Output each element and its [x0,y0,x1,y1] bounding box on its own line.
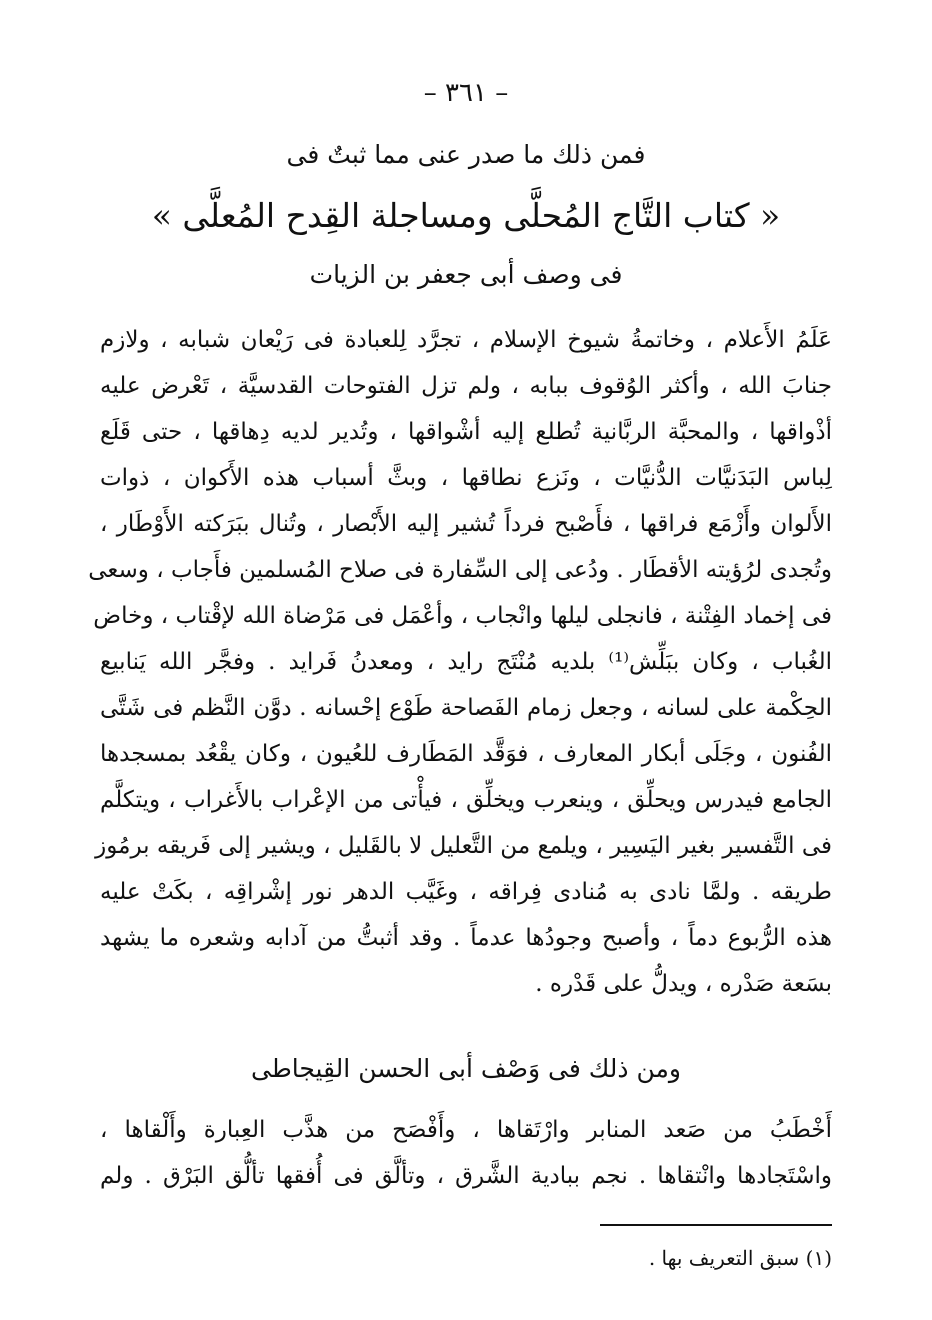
paragraph-line: أَخْطَبُ من صَعد المنابر وارْتَقاها ، وأَفْصَح من هذَّب العِبارة وأَلْقاها ، [100,1117,832,1143]
paragraph-line: لِباس البَدَنيَّات الدُّنيَّات ، ونَزع نطاقها ، وبثَّ أسباب هذه الأَكوان ، ذوات [100,465,832,491]
paragraph-line: بسَعة صَدْره ، ويدلُّ على قَدْره . [535,971,832,997]
paragraph-line: الفُنون ، وجَلَى أبكار المعارف ، فوَقَّد المَطَارف للعُيون ، وكان يقْعُد بمسجدها [100,741,832,767]
paragraph-line: الغُباب ، وكان ببَلِّش⁽¹⁾ بلديه مُنْتَج رايد ، ومعدنُ فَرايد . وفجَّر الله يَنابيع [100,649,832,675]
paragraph-line: فى التَّفسير بغير اليَسِير ، ويلمع من التَّعليل لا بالقَليل ، ويشير إلى فَريقه برمُوز [95,833,832,859]
paragraph-line: أذْواقها ، والمحبَّة الربَّانية تُطلع إليه أشْواقها ، وتُدير لديه دِهاقها ، حتى قَلَع [100,419,832,445]
paragraph-line: عَلَمُ الأَعلام ، وخاتمةُ شيوخ الإسلام ، تجرَّد لِلعبادة فى رَيْعان شبابه ، ولازم [100,327,832,353]
book-title: « كتاب التَّاج المُحلَّى ومساجلة القِدح المُعلَّى » [151,196,781,235]
paragraph-line: الحِكْمة على لسانه ، وجعل زمام الفَصاحة طَوْع إحْسانه . دوَّن النَّظم فى شَتَّى [100,695,832,721]
paragraph-line: الأَلوان وأَزْمَع فراقها ، فأَصْبح فرداً تُشير إليه الأَبْصار ، وتُنال ببَرَكته الأَوْطَار ، [100,511,832,537]
footnote-divider [600,1224,832,1226]
page-number: – ٣٦١ – [423,78,509,108]
paragraph-line: فى إخماد الفِتْنة ، فانجلى ليلها وانْجاب ، وأعْمَل فى مَرْضاة الله لإقْتاب ، وخاض [93,603,832,629]
paragraph-line: جنابَ الله ، وأكثر الوُقوف ببابه ، ولم تزل الفتوحات القدسيَّة ، تَعْرض عليه [100,373,832,399]
paragraph-line: طريقه . ولمَّا نادى به مُنادى فِراقه ، وغَيَّب الدهر نور إشْراقِه ، بكَتْ عليه [100,879,832,905]
paragraph-line: الجامع فيدرس ويحلِّق ، وينعرب ويخلِّق ، فيأْتى من الإعْراب بالأَغراب ، ويتكلَّم [100,787,832,813]
section-heading-qijati: ومن ذلك فى وَصْف أبى الحسن القِيجاطى [251,1054,681,1083]
paragraph-line: واسْتَجادها وانْتقاها . نجم ببادية الشَّرق ، وتألَّق فى أُفقها تألُّق البَرْق . ولم [100,1163,832,1189]
paragraph-line: هذه الرُّبوع دماً ، وأصبح وجودُها عدماً . وقد أثبتُّ من آدابه وشعره ما يشهد [100,925,832,951]
paragraph-line: وتُجدى لرُؤيته الأقطَار . ودُعى إلى السِّفارة فى صلاح المُسلمين فأَجاب ، وسعى [88,557,832,583]
footnote: (١) سبق التعريف بها . [648,1246,832,1270]
section-heading-ibn-zayyat: فى وصف أبى جعفر بن الزيات [309,260,623,289]
section-intro: فمن ذلك ما صدر عنى مما ثبتٌ فى [286,140,646,169]
